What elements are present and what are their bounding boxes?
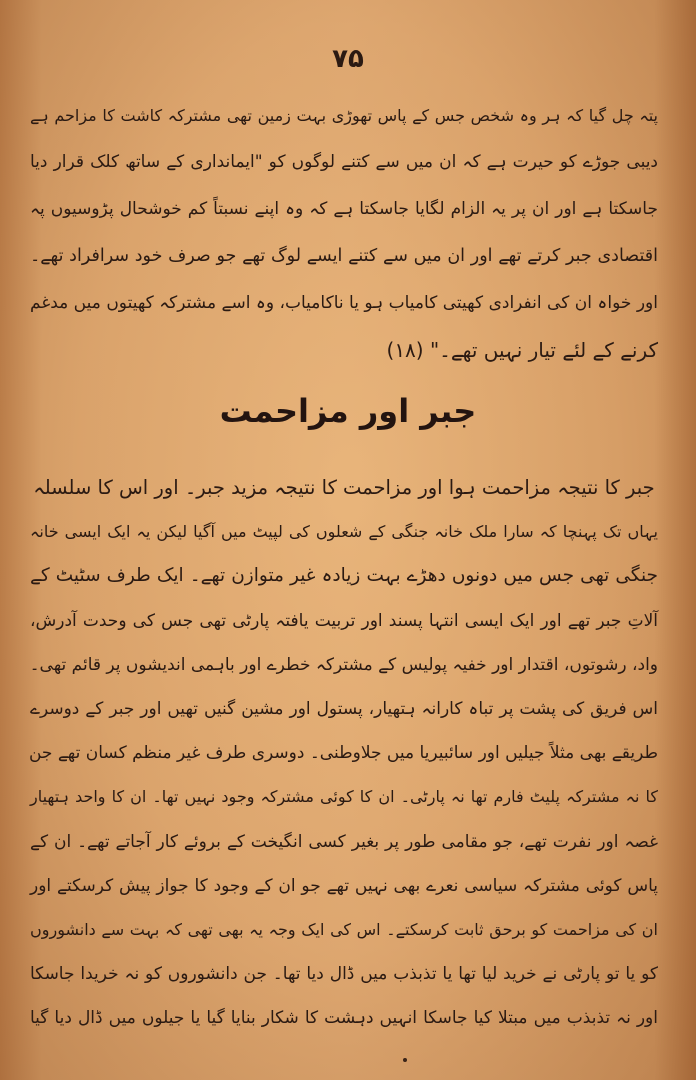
paragraph-line: پاس کوئی مشترکہ سیاسی نعرے بھی نہیں تھے جو ان کے وجود کا جواز پیش کرسکتے اور [30,875,658,896]
paragraph-line: اور نہ تذبذب میں مبتلا کیا جاسکا انہیں دہشت کا شکار بنایا گیا یا جیلوں میں ڈال دیا گیا [30,1008,658,1029]
paragraph-line: اس فریق کی پشت پر تباہ کارانہ ہتھیار، پستول اور مشین گنیں تھیں اور جبر کے دوسرے [30,698,658,719]
paragraph-line: جنگی تھی جس میں دونوں دھڑے بہت زیادہ غیر متوازن تھے۔ ایک طرف سٹیٹ کے [30,565,658,587]
paragraph-line: کا نہ مشترکہ پلیٹ فارم تھا نہ پارٹی۔ ان کا کوئی مشترکہ وجود نہیں تھا۔ ان کا واحد ہتھیار [30,787,658,807]
paragraph-line: اور خواہ ان کی انفرادی کھیتی کامیاب ہو یا ناکامیاب، وہ اسے مشترکہ کھیتوں میں مدغم [30,293,658,313]
paragraph-line: اقتصادی جبر کرتے تھے اور ان میں سے کتنے ایسے لوگ تھے جو صرف خود سرافراد تھے۔ [30,246,658,266]
paragraph-line: طریقے بھی مثلاً جیلیں اور سائبیریا میں جلاوطنی۔ دوسری طرف غیر منظم کسان تھے جن [28,743,658,764]
paragraph-line: جبر کا نتیجہ مزاحمت ہوا اور مزاحمت کا نتیجہ مزید جبر۔ اور اس کا سلسلہ [33,476,655,499]
ink-dot [403,1058,407,1062]
paragraph-line: غصہ اور نفرت تھے، جو مقامی طور پر بغیر کسی انگیخت کے بروئے کار آجاتے تھے۔ ان کے [30,831,658,852]
page-number: ۷۵ [332,44,364,74]
paragraph-line: کو یا تو پارٹی نے خرید لیا تھا یا تذبذب میں ڈال دیا تھا۔ جن دانشوروں کو نہ خریدا جاسکا [30,964,658,985]
paragraph-line: ان کی مزاحمت کو برحق ثابت کرسکتے۔ اس کی ایک وجہ یہ بھی تھی کہ بہت سے دانشوروں [30,919,658,939]
paragraph-line: جاسکتا ہے اور ان پر یہ الزام لگایا جاسکتا ہے کہ وہ اپنے نسبتاً کم خوشحال پڑوسیوں پہ [30,199,658,219]
section-heading: جبر اور مزاحمت [219,392,477,430]
paragraph-line: پتہ چل گیا کہ ہر وہ شخص جس کے پاس تھوڑی بہت زمین تھی مشترکہ کاشت کا مزاحم ہے [30,106,658,125]
paragraph-line: یہاں تک پہنچا کہ سارا ملک خانہ جنگی کے شعلوں کی لپیٹ میں آگیا لیکن یہ ایک ایسی خانہ [30,522,658,542]
paragraph-1 [30,92,658,374]
paragraph-line: واد، رشوتوں، اقتدار اور خفیہ پولیس کے مشترکہ خطرے اور باہمی اندیشوں پر قائم تھی۔ [29,654,658,675]
paragraph-line: دیبی جوڑے کو حیرت ہے کہ ان میں سے کتنے لوگوں کو "ایمانداری کے ساتھ کلک قرار دیا [30,152,658,172]
paragraph-line: آلاتِ جبر تھے اور ایک ایسی انتہا پسند اور تربیت یافتہ پارٹی تھی جس کی وحدت آدرش، [30,610,658,631]
paragraph-2 [30,466,658,1040]
paragraph-line: کرنے کے لئے تیار نہیں تھے۔" (۱۸) [386,338,658,362]
